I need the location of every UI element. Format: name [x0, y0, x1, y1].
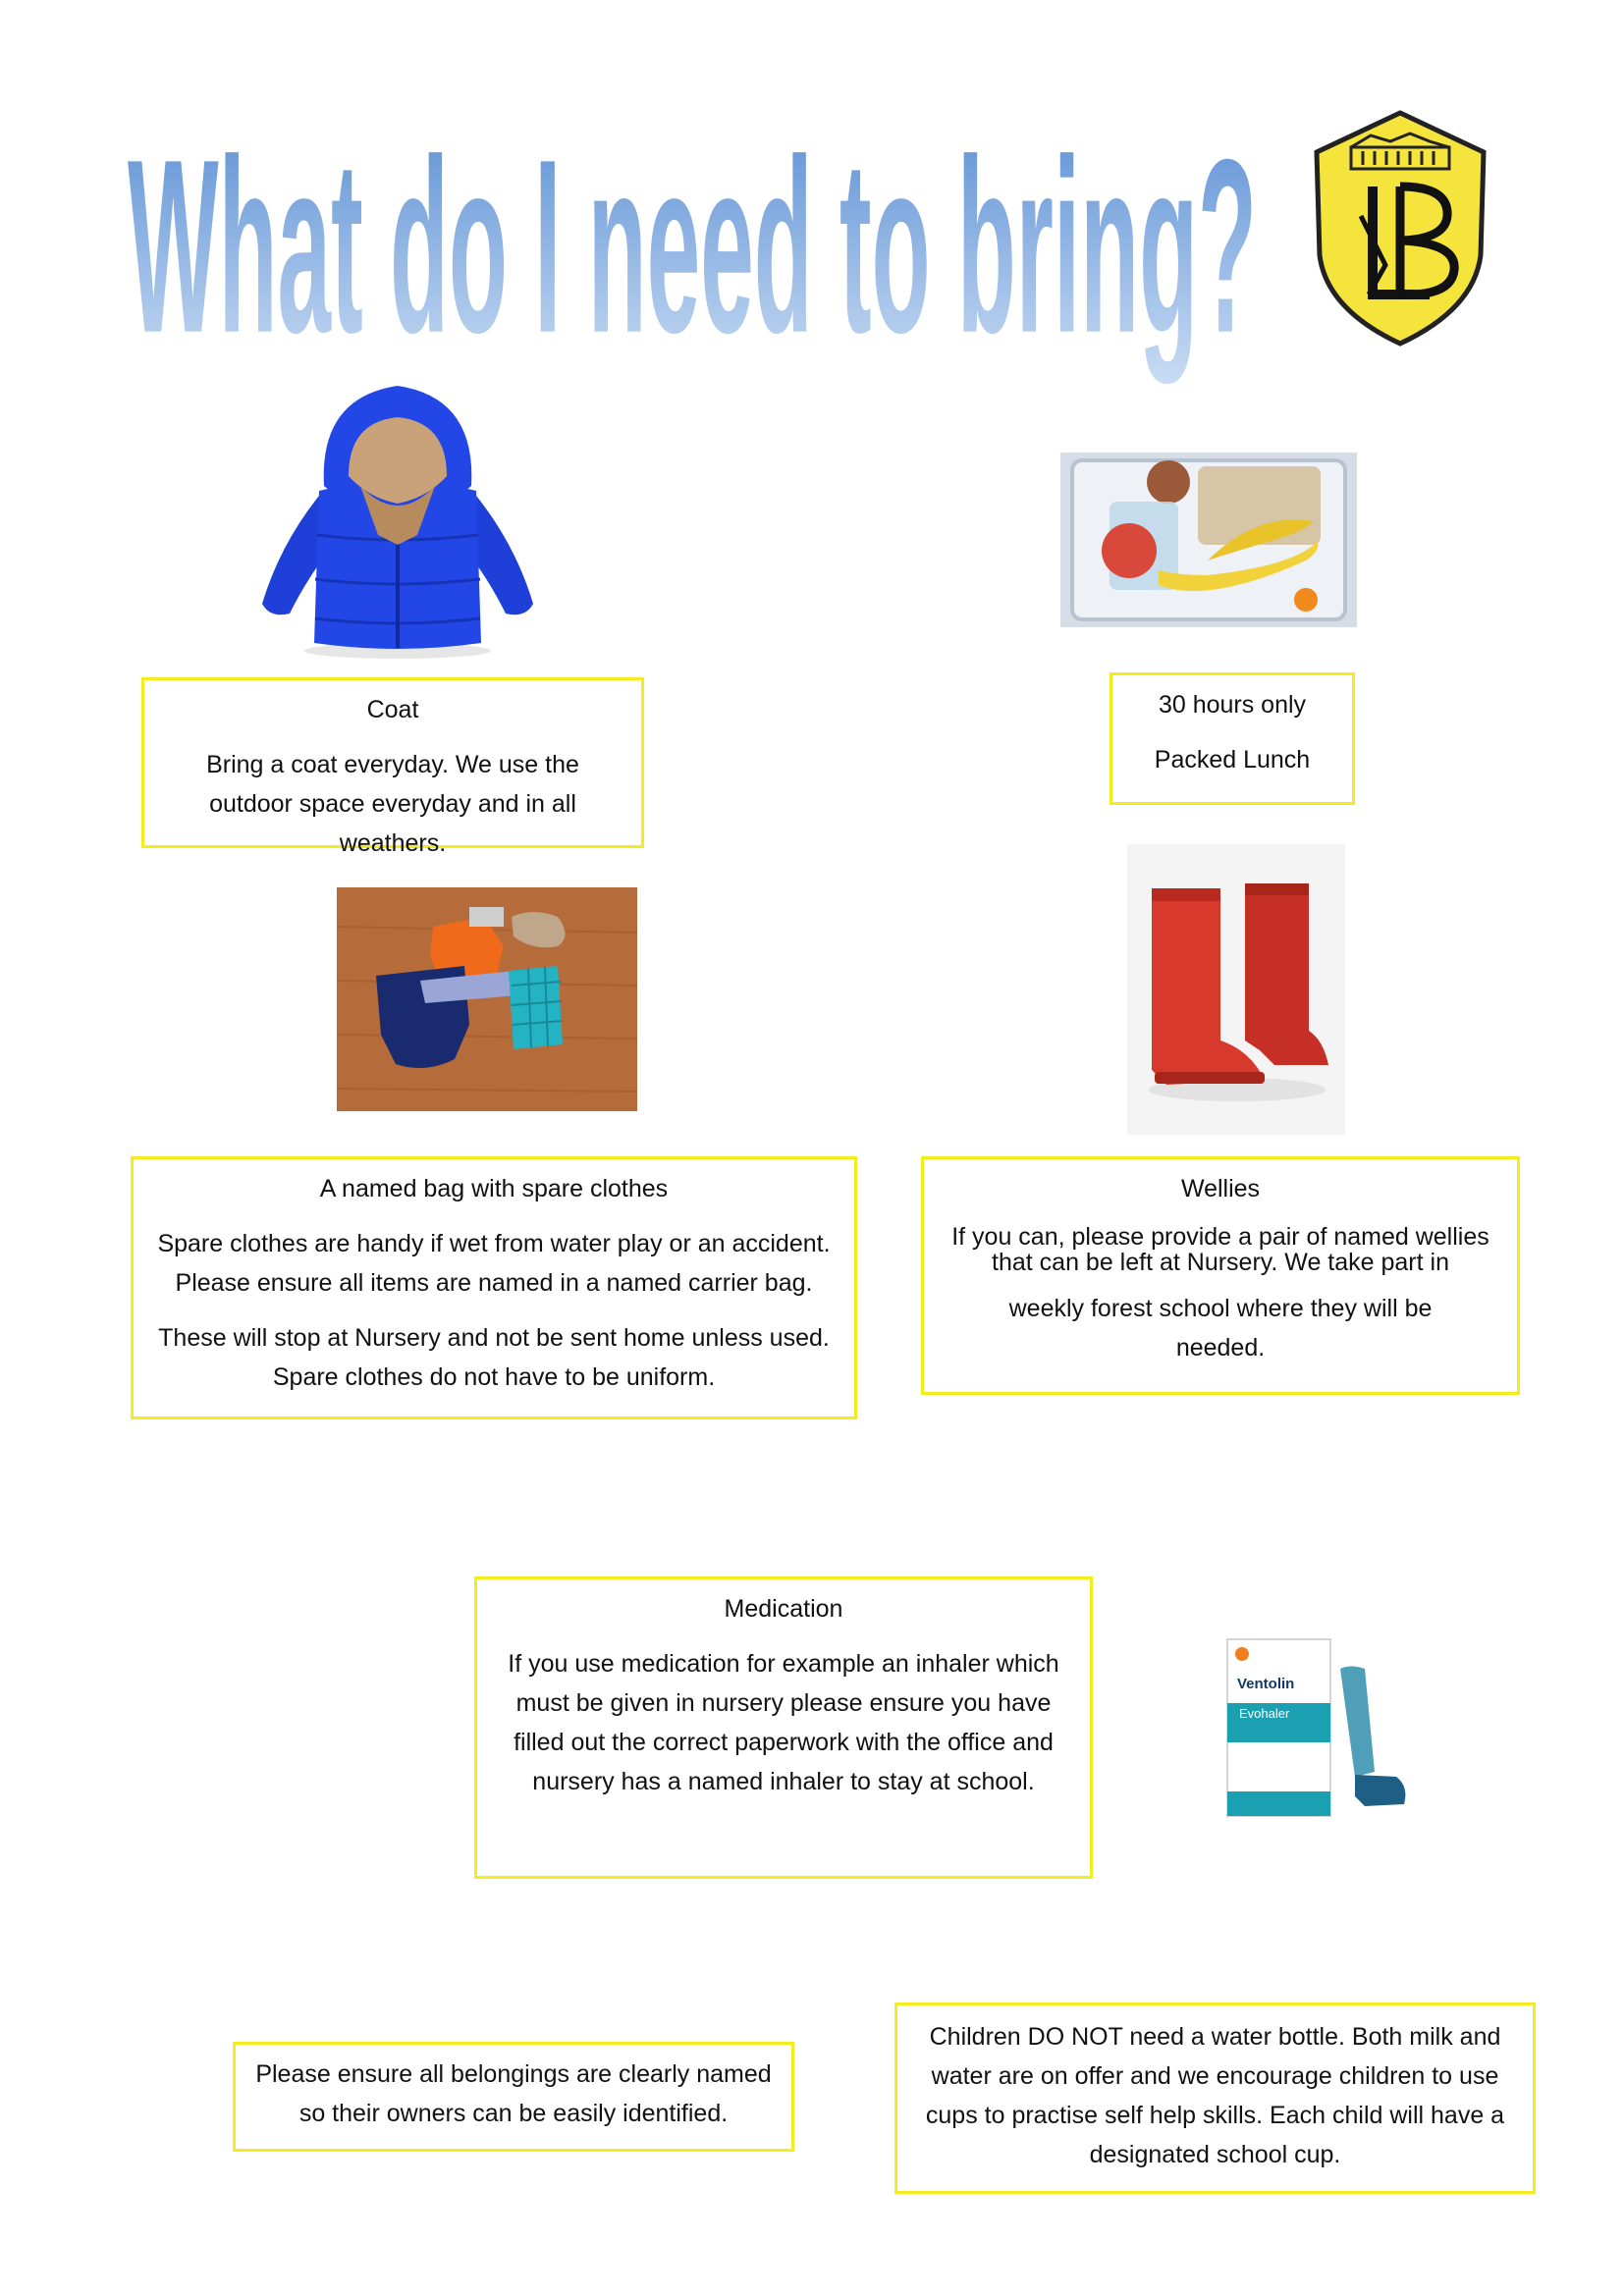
medication-heading: Medication — [724, 1595, 843, 1623]
inhaler-product: Evohaler — [1239, 1706, 1290, 1721]
water-body: Children DO NOT need a water bottle. Both milk and water are on offer and we encourage children to use cups to practise self help skills. Each child will have a designated school cup. — [925, 2023, 1505, 2168]
coat-heading: Coat — [366, 696, 419, 723]
wellies-heading: Wellies — [1180, 1175, 1261, 1202]
page-title — [116, 69, 1274, 393]
spare-clothes-para2: These will stop at Nursery and not be sent home unless used. Spare clothes do not have to be uniform. — [158, 1324, 830, 1391]
title-text: What do I need to bring? — [128, 108, 1257, 386]
belongings-box — [233, 2042, 794, 2152]
wellies-box — [921, 1156, 1520, 1395]
wellies-line1: If you can, please provide a pair of named wellies — [951, 1223, 1489, 1251]
coat-box — [141, 677, 644, 857]
inhaler-image — [1218, 1629, 1434, 1826]
medication-body: If you use medication for example an inhaler which must be given in nursery please ensure you have filled out the correct paperwork with the office and nursery has a named inhaler to stay at school. — [508, 1650, 1059, 1795]
medication-box — [474, 1576, 1093, 1879]
wellies-image — [1127, 844, 1345, 1135]
lunch-line1: 30 hours only — [1158, 691, 1307, 719]
belongings-body: Please ensure all belongings are clearly named so their owners can be easily identified. — [255, 2060, 772, 2127]
spare-clothes-image — [337, 887, 637, 1111]
lunch-box — [1110, 672, 1355, 805]
school-crest-logo — [1312, 108, 1489, 348]
wellies-line2: that can be left at Nursery. We take part in — [992, 1249, 1449, 1276]
spare-clothes-heading: A named bag with spare clothes — [319, 1175, 669, 1202]
lunch-line2: Packed Lunch — [1154, 746, 1311, 774]
coat-body: Bring a coat everyday. We use the outdoor space everyday and in all weathers. — [206, 751, 579, 857]
packed-lunch-image — [1060, 453, 1357, 627]
spare-clothes-box — [131, 1156, 857, 1419]
wellies-line4: needed. — [1175, 1334, 1266, 1362]
wellies-line3: weekly forest school where they will be — [1008, 1295, 1433, 1322]
coat-image — [250, 378, 545, 663]
water-bottle-box — [894, 2002, 1536, 2194]
spare-clothes-para1: Spare clothes are handy if wet from water play or an accident. Please ensure all items are named in a named carrier bag. — [157, 1230, 831, 1297]
inhaler-brand: Ventolin — [1237, 1676, 1295, 1692]
